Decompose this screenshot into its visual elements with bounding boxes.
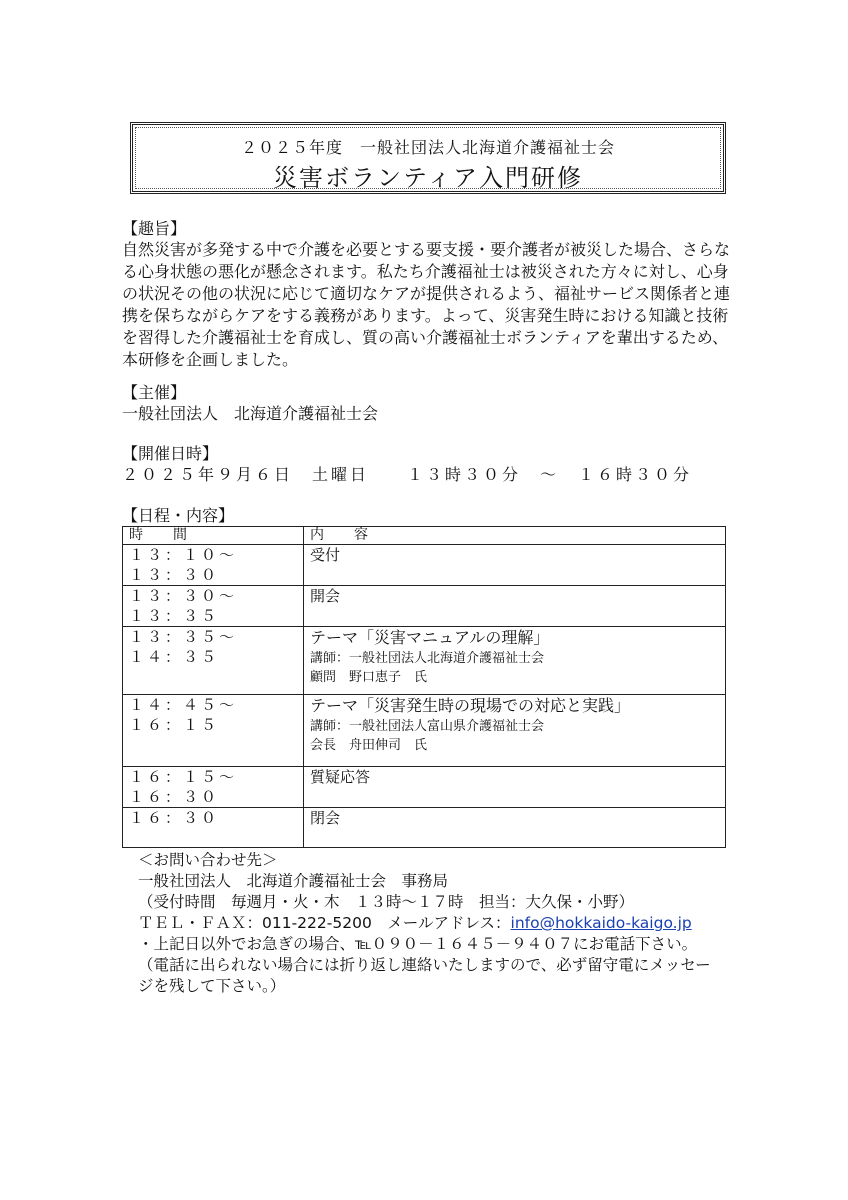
date-section — [122, 443, 732, 485]
title-box — [130, 122, 726, 194]
row-content: 閉会 — [304, 808, 726, 848]
table-row — [123, 767, 726, 808]
session-theme: テーマ「災害発生時の現場での対応と実践」 — [310, 696, 631, 715]
header-content: 内 容 — [304, 527, 726, 545]
table-row — [123, 808, 726, 848]
purpose-line: を習得した介護福祉士を育成し、質の高い介護福祉士ボランティアを輩出するため、 — [122, 328, 729, 347]
purpose-line: の状況その他の状況に応じて適切なケアが提供されるよう、福祉サービス関係者と連 — [122, 284, 731, 303]
row-time: １３：１０～ １３：３０ — [123, 545, 304, 586]
purpose-line: 携を保ちながらケアをする義務があります。よって、災害発生時における知識と技術 — [122, 306, 729, 325]
row-time: １３：３５～ １４：３５ — [123, 627, 304, 695]
row-time: １４：４５～ １６：１５ — [123, 695, 304, 767]
header-time: 時 間 — [123, 527, 304, 545]
row-content: 質疑応答 — [304, 767, 726, 808]
table-row — [123, 545, 726, 586]
row-time: １６：３０ — [123, 808, 304, 848]
schedule-heading: 【日程・内容】 — [122, 506, 235, 525]
contact-hours: （受付時間 毎週月・火・木 １３時～１７時 担当：大久保・小野） — [138, 893, 635, 911]
table-row — [123, 695, 726, 767]
email-link[interactable]: info@hokkaido-kaigo.jp — [510, 914, 692, 932]
session-person: 顧問 野口恵子 氏 — [310, 670, 428, 685]
schedule-heading-wrap — [122, 505, 732, 526]
contact-tel-line — [138, 913, 738, 934]
row-content — [304, 695, 726, 767]
row-time: １６：１５～ １６：３０ — [123, 767, 304, 808]
purpose-heading: 【趣旨】 — [122, 219, 187, 238]
table-header-row — [123, 527, 726, 545]
table-row — [123, 586, 726, 627]
contact-heading: ＜お問い合わせ先＞ — [138, 851, 278, 869]
session-lecturer: 講師：一般社団法人北海道介護福祉士会 — [310, 651, 545, 666]
session-theme: テーマ「災害マニュアルの理解」 — [310, 628, 550, 647]
row-content — [304, 627, 726, 695]
purpose-line: 本研修を企画しました。 — [122, 350, 299, 369]
page-title: 災害ボランティア入門研修 — [272, 164, 584, 192]
organizer-heading: 【主催】 — [122, 383, 187, 402]
organizer-section — [122, 382, 732, 424]
row-time: １３：３０～ １３：３５ — [123, 586, 304, 627]
purpose-line: る心身状態の悪化が懸念されます。私たち介護福祉士は被災された方々に対し、心身 — [122, 262, 729, 281]
table-row — [123, 627, 726, 695]
purpose-line: 自然災害が多発する中で介護を必要とする要支援・要介護者が被災した場合、さらな — [122, 240, 731, 259]
contact-section — [138, 850, 738, 997]
contact-office: 一般社団法人 北海道介護福祉士会 事務局 — [138, 872, 449, 890]
title-year-org: ２０２５年度 一般社団法人北海道介護福祉士会 — [240, 138, 615, 157]
date-text: ２０２５年９月６日 土曜日 １３時３０分 ～ １６時３０分 — [122, 465, 693, 484]
contact-note-2: ジを残して下さい。） — [138, 977, 286, 995]
contact-note-1: （電話に出られない場合には折り返し連絡いたしますので、必ず留守電にメッセー — [138, 956, 711, 974]
session-person: 会長 舟田伸司 氏 — [310, 738, 428, 753]
purpose-section — [122, 218, 732, 371]
schedule-table — [122, 526, 726, 848]
date-heading: 【開催日時】 — [122, 444, 219, 463]
row-content: 受付 — [304, 545, 726, 586]
row-content: 開会 — [304, 586, 726, 627]
session-lecturer: 講師：一般社団法人富山県介護福祉士会 — [310, 719, 545, 734]
contact-urgent: ・上記日以外でお急ぎの場合、℡０９０－１６４５－９４０７にお電話下さい。 — [138, 935, 698, 953]
organizer-text: 一般社団法人 北海道介護福祉士会 — [122, 404, 379, 423]
contact-tel: ＴＥＬ・ＦＡＸ：011-222-5200 メールアドレス： — [138, 914, 511, 932]
